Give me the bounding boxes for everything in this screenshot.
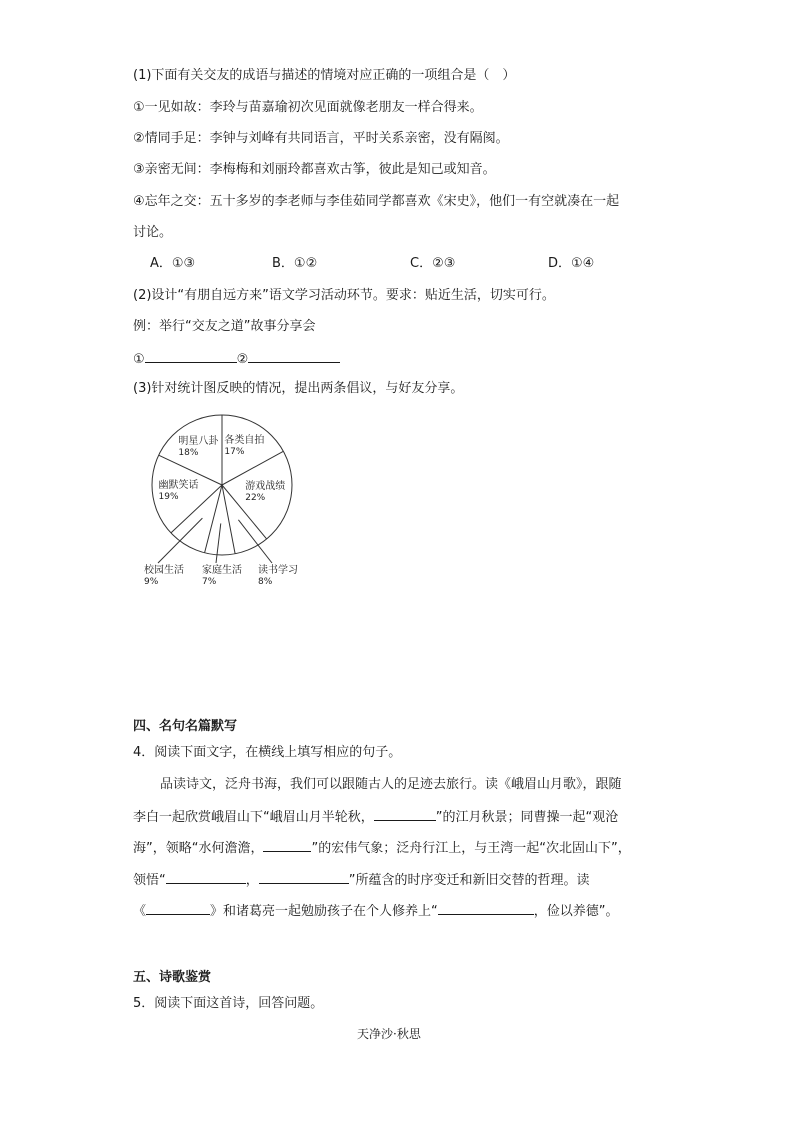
q4-para-line-1: 品读诗文，泛舟书海，我们可以跟随古人的足迹去旅行。读《峨眉山月歌》，跟随 [160,777,622,792]
answer-blank-2[interactable] [248,350,340,363]
pie-slice-label: 幽默笑话 [158,479,199,491]
fill-blank-5[interactable] [146,902,210,915]
q1-item-4-cont: 讨论。 [133,225,173,240]
pie-slice-label: 家庭生活 [202,565,242,576]
pie-slice-value: 17% [224,447,245,458]
q4-text: 《 [133,904,147,919]
section-5-heading: 五、诗歌鉴赏 [133,970,212,985]
fill-blank-1[interactable] [374,808,436,821]
option-a[interactable]: A．①③ [150,256,196,271]
q4-text: 领悟“ [133,873,166,888]
q4-text: ”的江月秋景；同曹操一起“观沧 [435,810,619,825]
q1-stem: (1)下面有关交友的成语与描述的情境对应正确的一项组合是（ ） [133,68,516,83]
q4-text: ， [245,873,259,888]
q2-stem: (2)设计“有朋自远方来”语文学习活动环节。要求：贴近生活，切实可行。 [133,288,555,303]
q4-para-line-5 [133,902,619,920]
option-c[interactable]: C．②③ [410,256,456,271]
fill-blank-2[interactable] [263,839,311,852]
pie-slice-value: 9% [144,577,159,587]
option-d[interactable]: D．①④ [548,256,595,271]
fill-blank-4[interactable] [259,871,349,884]
q4-text: 海”，领略“水何澹澹， [133,841,264,856]
q1-item-4: ④忘年之交：五十多岁的李老师与李佳茹同学都喜欢《宋史》，他们一有空就凑在一起 [133,194,620,209]
q1-item-2: ②情同手足：李钟与刘峰有共同语言，平时关系亲密，没有隔阂。 [133,131,509,146]
q4-text: 》和诸葛亮一起勉励孩子在个人修养上“ [210,904,438,919]
q1-item-3: ③亲密无间：李梅梅和刘丽玲都喜欢古筝，彼此是知己或知音。 [133,162,496,177]
section-4-heading: 四、名句名篇默写 [133,719,238,734]
answer-mark-2: ② [236,352,249,367]
pie-slice-label: 游戏战绩 [245,481,286,493]
q4-para-line-2 [133,808,618,826]
pie-chart [140,410,320,600]
answer-blank-1[interactable] [145,350,237,363]
q4-text: 李白一起欣赏峨眉山下“峨眉山月半轮秋， [133,810,374,825]
q5-stem: 5．阅读下面这首诗，回答问题。 [133,996,324,1011]
q1-item-1: ①一见如故：李玲与苗嘉瑜初次见面就像老朋友一样合得来。 [133,100,483,115]
answer-mark-1: ① [133,352,145,367]
q4-text: ，俭以养德”。 [533,904,619,919]
pie-slice-value: 18% [178,447,199,458]
q4-text: ”的宏伟气象；泛舟行江上，与王湾一起“次北固山下”， [311,841,631,856]
pie-slice-value: 7% [202,577,217,587]
pie-slice-label: 各类自拍 [224,435,265,447]
q4-para-line-3 [133,839,631,857]
pie-slice-label: 读书学习 [258,565,298,576]
q2-answer-line [133,350,340,368]
poem-title: 天净沙·秋思 [357,1027,421,1041]
pie-slice-value: 8% [258,577,273,587]
q3-stem: (3)针对统计图反映的情况，提出两条倡议，与好友分享。 [133,381,464,396]
pie-slice-label: 校园生活 [144,565,184,576]
q4-para-line-4 [133,871,590,889]
q2-example: 例：举行“交友之道”故事分享会 [133,319,316,334]
pie-slice-value: 19% [158,491,179,502]
option-b[interactable]: B．①② [272,256,318,271]
fill-blank-3[interactable] [166,871,246,884]
q4-text: ”所蕴含的时序变迁和新旧交替的哲理。读 [348,873,590,888]
fill-blank-6[interactable] [438,902,534,915]
q4-stem: 4．阅读下面文字，在横线上填写相应的句子。 [133,745,402,760]
pie-slice-value: 22% [245,493,266,504]
pie-slice-label: 明星八卦 [178,435,219,447]
